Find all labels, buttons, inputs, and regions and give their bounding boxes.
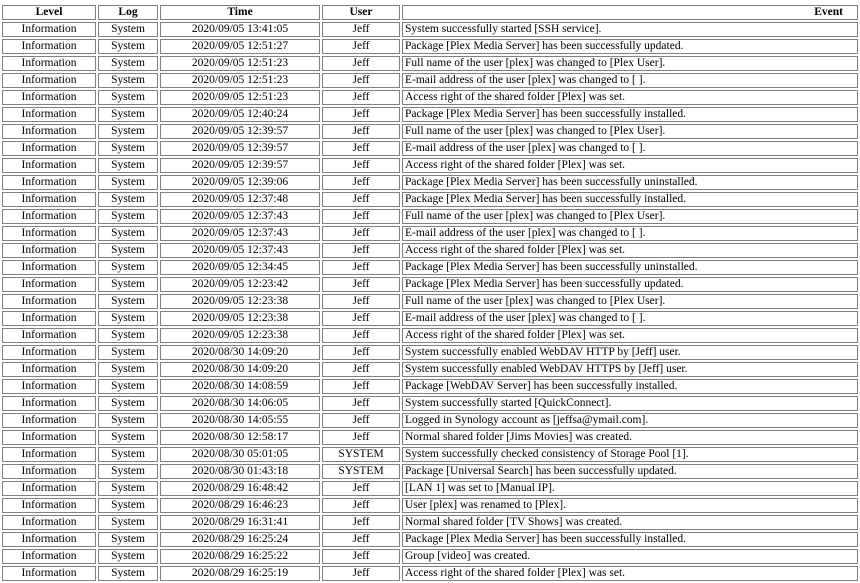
- cell-event: Package [Plex Media Server] has been successfully installed.: [402, 107, 858, 122]
- cell-user: Jeff: [322, 515, 400, 530]
- table-row[interactable]: [2, 430, 858, 445]
- cell-log: System: [98, 243, 158, 258]
- cell-level: Information: [2, 226, 96, 241]
- cell-log: System: [98, 39, 158, 54]
- cell-time: 2020/08/30 14:09:20: [160, 345, 320, 360]
- cell-level: Information: [2, 447, 96, 462]
- cell-user: Jeff: [322, 413, 400, 428]
- cell-user: Jeff: [322, 294, 400, 309]
- table-row[interactable]: [2, 107, 858, 122]
- table-row[interactable]: [2, 413, 858, 428]
- table-row[interactable]: [2, 379, 858, 394]
- cell-event: Normal shared folder [TV Shows] was created.: [402, 515, 858, 530]
- table-row[interactable]: [2, 243, 858, 258]
- cell-user: Jeff: [322, 481, 400, 496]
- cell-user: Jeff: [322, 175, 400, 190]
- cell-level: Information: [2, 481, 96, 496]
- cell-level: Information: [2, 379, 96, 394]
- cell-log: System: [98, 498, 158, 513]
- cell-log: System: [98, 413, 158, 428]
- cell-log: System: [98, 515, 158, 530]
- table-row[interactable]: [2, 566, 858, 581]
- cell-event: Access right of the shared folder [Plex] was set.: [402, 566, 858, 581]
- cell-time: 2020/09/05 12:51:23: [160, 90, 320, 105]
- cell-log: System: [98, 124, 158, 139]
- cell-time: 2020/09/05 12:23:38: [160, 311, 320, 326]
- cell-event: [LAN 1] was set to [Manual IP].: [402, 481, 858, 496]
- cell-event: Full name of the user [plex] was changed to [Plex User].: [402, 209, 858, 224]
- table-row[interactable]: [2, 345, 858, 360]
- log-table: [0, 3, 860, 583]
- cell-log: System: [98, 396, 158, 411]
- table-row[interactable]: [2, 158, 858, 173]
- cell-level: Information: [2, 158, 96, 173]
- cell-user: Jeff: [322, 73, 400, 88]
- cell-level: Information: [2, 90, 96, 105]
- cell-log: System: [98, 73, 158, 88]
- cell-level: Information: [2, 498, 96, 513]
- cell-event: System successfully started [QuickConnect].: [402, 396, 858, 411]
- cell-level: Information: [2, 413, 96, 428]
- cell-user: Jeff: [322, 90, 400, 105]
- cell-event: Package [Plex Media Server] has been successfully uninstalled.: [402, 175, 858, 190]
- table-row[interactable]: [2, 175, 858, 190]
- cell-level: Information: [2, 396, 96, 411]
- table-row[interactable]: [2, 73, 858, 88]
- cell-user: Jeff: [322, 379, 400, 394]
- cell-level: Information: [2, 107, 96, 122]
- cell-log: System: [98, 549, 158, 564]
- cell-user: Jeff: [322, 226, 400, 241]
- cell-level: Information: [2, 192, 96, 207]
- cell-event: System successfully started [SSH service].: [402, 22, 858, 37]
- table-row[interactable]: [2, 447, 858, 462]
- cell-log: System: [98, 56, 158, 71]
- cell-time: 2020/08/30 12:58:17: [160, 430, 320, 445]
- column-header-event[interactable]: Event: [402, 5, 858, 20]
- table-row[interactable]: [2, 396, 858, 411]
- cell-event: Package [WebDAV Server] has been successfully installed.: [402, 379, 858, 394]
- cell-time: 2020/08/30 14:08:59: [160, 379, 320, 394]
- cell-log: System: [98, 379, 158, 394]
- column-header-log[interactable]: Log: [98, 5, 158, 20]
- cell-level: Information: [2, 209, 96, 224]
- cell-time: 2020/09/05 12:40:24: [160, 107, 320, 122]
- cell-level: Information: [2, 549, 96, 564]
- cell-log: System: [98, 345, 158, 360]
- cell-user: Jeff: [322, 498, 400, 513]
- cell-event: Package [Plex Media Server] has been successfully updated.: [402, 39, 858, 54]
- cell-user: SYSTEM: [322, 464, 400, 479]
- cell-event: Full name of the user [plex] was changed to [Plex User].: [402, 56, 858, 71]
- cell-level: Information: [2, 328, 96, 343]
- cell-log: System: [98, 362, 158, 377]
- cell-time: 2020/08/30 05:01:05: [160, 447, 320, 462]
- table-row[interactable]: [2, 209, 858, 224]
- cell-event: E-mail address of the user [plex] was changed to [ ].: [402, 73, 858, 88]
- cell-event: Package [Plex Media Server] has been successfully uninstalled.: [402, 260, 858, 275]
- header-row: [2, 5, 858, 20]
- cell-user: Jeff: [322, 532, 400, 547]
- cell-time: 2020/09/05 12:39:57: [160, 141, 320, 156]
- cell-event: E-mail address of the user [plex] was changed to [ ].: [402, 226, 858, 241]
- cell-event: Access right of the shared folder [Plex] was set.: [402, 328, 858, 343]
- cell-log: System: [98, 481, 158, 496]
- cell-level: Information: [2, 277, 96, 292]
- table-row[interactable]: [2, 311, 858, 326]
- cell-user: Jeff: [322, 158, 400, 173]
- cell-time: 2020/09/05 12:51:23: [160, 56, 320, 71]
- cell-log: System: [98, 175, 158, 190]
- cell-level: Information: [2, 362, 96, 377]
- cell-time: 2020/08/29 16:48:42: [160, 481, 320, 496]
- cell-event: Package [Plex Media Server] has been successfully installed.: [402, 532, 858, 547]
- cell-log: System: [98, 90, 158, 105]
- cell-level: Information: [2, 56, 96, 71]
- cell-level: Information: [2, 141, 96, 156]
- cell-log: System: [98, 532, 158, 547]
- cell-level: Information: [2, 345, 96, 360]
- cell-time: 2020/08/30 01:43:18: [160, 464, 320, 479]
- table-row[interactable]: [2, 22, 858, 37]
- cell-user: Jeff: [322, 22, 400, 37]
- cell-user: Jeff: [322, 345, 400, 360]
- cell-level: Information: [2, 430, 96, 445]
- cell-event: Full name of the user [plex] was changed to [Plex User].: [402, 294, 858, 309]
- cell-log: System: [98, 158, 158, 173]
- cell-log: System: [98, 141, 158, 156]
- cell-event: Logged in Synology account as [jeffsa@ymail.com].: [402, 413, 858, 428]
- cell-log: System: [98, 430, 158, 445]
- cell-level: Information: [2, 532, 96, 547]
- cell-user: Jeff: [322, 124, 400, 139]
- table-row[interactable]: [2, 141, 858, 156]
- cell-user: Jeff: [322, 549, 400, 564]
- column-header-level[interactable]: Level: [2, 5, 96, 20]
- table-row[interactable]: [2, 226, 858, 241]
- cell-event: Access right of the shared folder [Plex] was set.: [402, 243, 858, 258]
- cell-event: Full name of the user [plex] was changed to [Plex User].: [402, 124, 858, 139]
- cell-event: Package [Universal Search] has been successfully updated.: [402, 464, 858, 479]
- cell-log: System: [98, 226, 158, 241]
- table-row[interactable]: [2, 90, 858, 105]
- cell-event: E-mail address of the user [plex] was changed to [ ].: [402, 311, 858, 326]
- cell-time: 2020/08/29 16:25:24: [160, 532, 320, 547]
- cell-user: Jeff: [322, 243, 400, 258]
- cell-time: 2020/09/05 12:51:27: [160, 39, 320, 54]
- cell-time: 2020/08/29 16:25:22: [160, 549, 320, 564]
- table-row[interactable]: [2, 498, 858, 513]
- cell-time: 2020/09/05 12:51:23: [160, 73, 320, 88]
- cell-log: System: [98, 192, 158, 207]
- cell-time: 2020/08/30 14:05:55: [160, 413, 320, 428]
- cell-user: Jeff: [322, 566, 400, 581]
- cell-time: 2020/08/30 14:06:05: [160, 396, 320, 411]
- cell-event: Package [Plex Media Server] has been successfully updated.: [402, 277, 858, 292]
- cell-time: 2020/08/29 16:25:19: [160, 566, 320, 581]
- cell-event: Normal shared folder [Jims Movies] was created.: [402, 430, 858, 445]
- cell-time: 2020/09/05 12:37:43: [160, 209, 320, 224]
- cell-event: Access right of the shared folder [Plex] was set.: [402, 158, 858, 173]
- cell-log: System: [98, 260, 158, 275]
- cell-time: 2020/09/05 12:39:57: [160, 158, 320, 173]
- cell-user: Jeff: [322, 141, 400, 156]
- cell-level: Information: [2, 124, 96, 139]
- cell-log: System: [98, 277, 158, 292]
- cell-level: Information: [2, 175, 96, 190]
- cell-level: Information: [2, 464, 96, 479]
- cell-user: Jeff: [322, 107, 400, 122]
- cell-log: System: [98, 447, 158, 462]
- cell-log: System: [98, 566, 158, 581]
- cell-event: System successfully checked consistency of Storage Pool [1].: [402, 447, 858, 462]
- cell-log: System: [98, 328, 158, 343]
- table-row[interactable]: [2, 362, 858, 377]
- cell-level: Information: [2, 243, 96, 258]
- cell-user: Jeff: [322, 362, 400, 377]
- cell-time: 2020/09/05 12:39:57: [160, 124, 320, 139]
- cell-time: 2020/08/30 14:09:20: [160, 362, 320, 377]
- cell-time: 2020/09/05 12:23:42: [160, 277, 320, 292]
- cell-level: Information: [2, 22, 96, 37]
- cell-event: User [plex] was renamed to [Plex].: [402, 498, 858, 513]
- column-header-user[interactable]: User: [322, 5, 400, 20]
- cell-level: Information: [2, 566, 96, 581]
- cell-level: Information: [2, 260, 96, 275]
- table-row[interactable]: [2, 532, 858, 547]
- cell-event: Group [video] was created.: [402, 549, 858, 564]
- cell-time: 2020/09/05 12:37:43: [160, 243, 320, 258]
- cell-time: 2020/08/29 16:46:23: [160, 498, 320, 513]
- cell-user: Jeff: [322, 209, 400, 224]
- cell-user: Jeff: [322, 260, 400, 275]
- cell-event: System successfully enabled WebDAV HTTPS by [Jeff] user.: [402, 362, 858, 377]
- cell-user: Jeff: [322, 430, 400, 445]
- cell-level: Information: [2, 294, 96, 309]
- cell-time: 2020/09/05 12:39:06: [160, 175, 320, 190]
- table-row[interactable]: [2, 515, 858, 530]
- table-row[interactable]: [2, 481, 858, 496]
- cell-level: Information: [2, 73, 96, 88]
- table-row[interactable]: [2, 192, 858, 207]
- cell-time: 2020/09/05 12:23:38: [160, 294, 320, 309]
- table-row[interactable]: [2, 260, 858, 275]
- cell-event: System successfully enabled WebDAV HTTP by [Jeff] user.: [402, 345, 858, 360]
- cell-log: System: [98, 107, 158, 122]
- cell-log: System: [98, 294, 158, 309]
- cell-log: System: [98, 209, 158, 224]
- cell-event: Access right of the shared folder [Plex] was set.: [402, 90, 858, 105]
- cell-user: Jeff: [322, 277, 400, 292]
- cell-time: 2020/08/29 16:31:41: [160, 515, 320, 530]
- table-row[interactable]: [2, 124, 858, 139]
- log-table-body: [2, 22, 858, 581]
- cell-time: 2020/09/05 12:37:48: [160, 192, 320, 207]
- cell-log: System: [98, 22, 158, 37]
- cell-log: System: [98, 311, 158, 326]
- cell-log: System: [98, 464, 158, 479]
- cell-user: Jeff: [322, 192, 400, 207]
- cell-user: Jeff: [322, 311, 400, 326]
- column-header-time[interactable]: Time: [160, 5, 320, 20]
- cell-user: SYSTEM: [322, 447, 400, 462]
- cell-time: 2020/09/05 12:37:43: [160, 226, 320, 241]
- cell-time: 2020/09/05 13:41:05: [160, 22, 320, 37]
- table-row[interactable]: [2, 277, 858, 292]
- table-row[interactable]: [2, 549, 858, 564]
- table-row[interactable]: [2, 56, 858, 71]
- cell-level: Information: [2, 311, 96, 326]
- cell-level: Information: [2, 515, 96, 530]
- cell-user: Jeff: [322, 396, 400, 411]
- cell-time: 2020/09/05 12:34:45: [160, 260, 320, 275]
- table-row[interactable]: [2, 464, 858, 479]
- cell-time: 2020/09/05 12:23:38: [160, 328, 320, 343]
- table-row[interactable]: [2, 328, 858, 343]
- table-row[interactable]: [2, 39, 858, 54]
- table-row[interactable]: [2, 294, 858, 309]
- cell-event: Package [Plex Media Server] has been successfully installed.: [402, 192, 858, 207]
- cell-user: Jeff: [322, 328, 400, 343]
- cell-level: Information: [2, 39, 96, 54]
- cell-user: Jeff: [322, 39, 400, 54]
- cell-user: Jeff: [322, 56, 400, 71]
- cell-event: E-mail address of the user [plex] was changed to [ ].: [402, 141, 858, 156]
